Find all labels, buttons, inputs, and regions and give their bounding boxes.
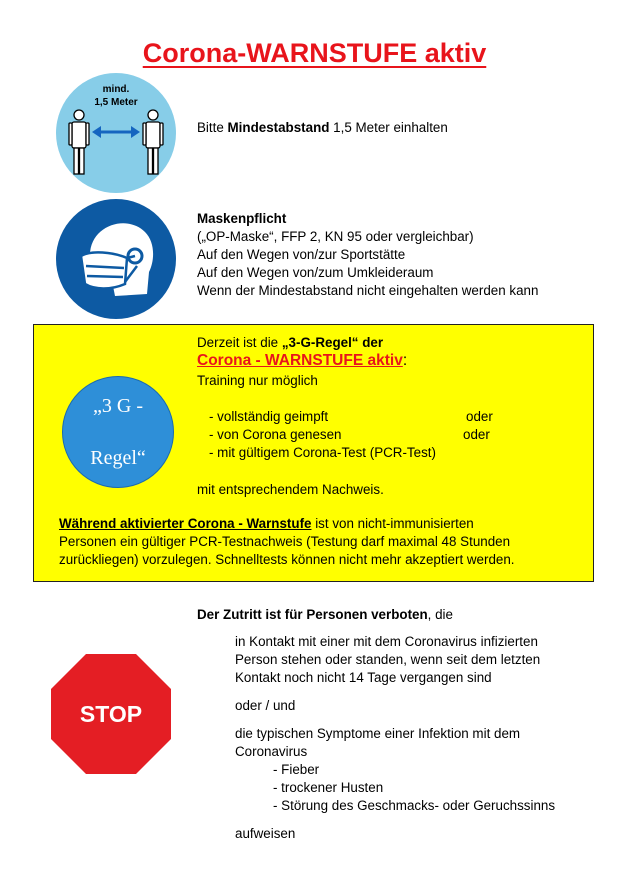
3g-paragraph-line2: Personen ein gültiger PCR-Testnachweis (Testung darf maximal 48 Stunden xyxy=(59,534,511,549)
stop-sign-label: STOP xyxy=(79,701,143,727)
3g-proof: mit entsprechendem Nachweis. xyxy=(197,482,384,497)
mask-line: Auf den Wegen von/zum Umkleideraum xyxy=(197,265,434,280)
3g-paragraph-line3: zurückliegen) vorzulegen. Schnelltests können nicht mehr akzeptiert werden. xyxy=(59,552,515,567)
3g-badge xyxy=(62,376,174,488)
symptom-item: - Fieber xyxy=(273,762,320,777)
3g-training: Training nur möglich xyxy=(197,373,318,388)
3g-intro xyxy=(197,334,383,352)
stop-closing: aufweisen xyxy=(235,826,296,841)
stop-heading-bold: Der Zutritt ist für Personen verboten xyxy=(197,607,428,622)
mask-heading: Maskenpflicht xyxy=(197,211,287,226)
stop-symptom-line: Coronavirus xyxy=(235,744,308,759)
3g-badge-line1: „3 G - xyxy=(93,395,143,417)
3g-paragraph-line1 xyxy=(59,515,474,533)
stop-sign-icon xyxy=(50,653,172,775)
3g-intro-prefix: Derzeit ist die xyxy=(197,335,282,350)
3g-warnstufe-colon: : xyxy=(402,352,408,369)
3g-option-conj: oder xyxy=(463,427,490,442)
stop-heading xyxy=(197,606,453,624)
distance-icon xyxy=(55,72,177,194)
stop-or-and: oder / und xyxy=(235,698,296,713)
3g-option: - von Corona genesen xyxy=(209,427,342,442)
distance-instruction xyxy=(197,119,448,137)
stop-contact-line: Kontakt noch nicht 14 Tage vergangen sind xyxy=(235,670,492,685)
page-title: Corona-WARNSTUFE aktiv xyxy=(142,38,487,68)
mask-icon xyxy=(55,198,177,320)
distance-suffix: 1,5 Meter einhalten xyxy=(329,120,448,135)
mask-line: Wenn der Mindestabstand nicht eingehalten werden kann xyxy=(197,283,539,298)
3g-paragraph-bold: Während aktivierter Corona - Warnstufe xyxy=(59,516,312,531)
3g-option-conj: oder xyxy=(466,409,493,424)
distance-bold: Mindestabstand xyxy=(227,120,330,135)
3g-warnstufe xyxy=(197,352,407,370)
mask-line: („OP-Maske“, FFP 2, KN 95 oder vergleichbar) xyxy=(197,229,474,244)
stop-symptom-line: die typischen Symptome einer Infektion mit dem xyxy=(235,726,521,741)
stop-heading-rest: , die xyxy=(427,607,453,622)
symptom-item: - Störung des Geschmacks- oder Geruchssinns xyxy=(273,798,556,813)
stop-contact-line: Person stehen oder standen, wenn seit dem letzten xyxy=(235,652,541,667)
3g-intro-bold: „3-G-Regel“ der xyxy=(281,335,384,350)
3g-option: - mit gültigem Corona-Test (PCR-Test) xyxy=(209,445,436,460)
3g-warnstufe-text: Corona - WARNSTUFE aktiv xyxy=(197,352,403,369)
mask-line: Auf den Wegen von/zur Sportstätte xyxy=(197,247,406,262)
distance-prefix: Bitte xyxy=(197,120,228,135)
3g-badge-line2: Regel“ xyxy=(90,447,146,469)
distance-label-1: mind. xyxy=(102,84,130,95)
distance-label-2: 1,5 Meter xyxy=(94,97,138,108)
3g-option: - vollständig geimpft xyxy=(209,409,329,424)
stop-contact-line: in Kontakt mit einer mit dem Coronavirus infizierten xyxy=(235,634,538,649)
3g-paragraph-rest: ist von nicht-immunisierten xyxy=(311,516,474,531)
symptom-item: - trockener Husten xyxy=(273,780,384,795)
